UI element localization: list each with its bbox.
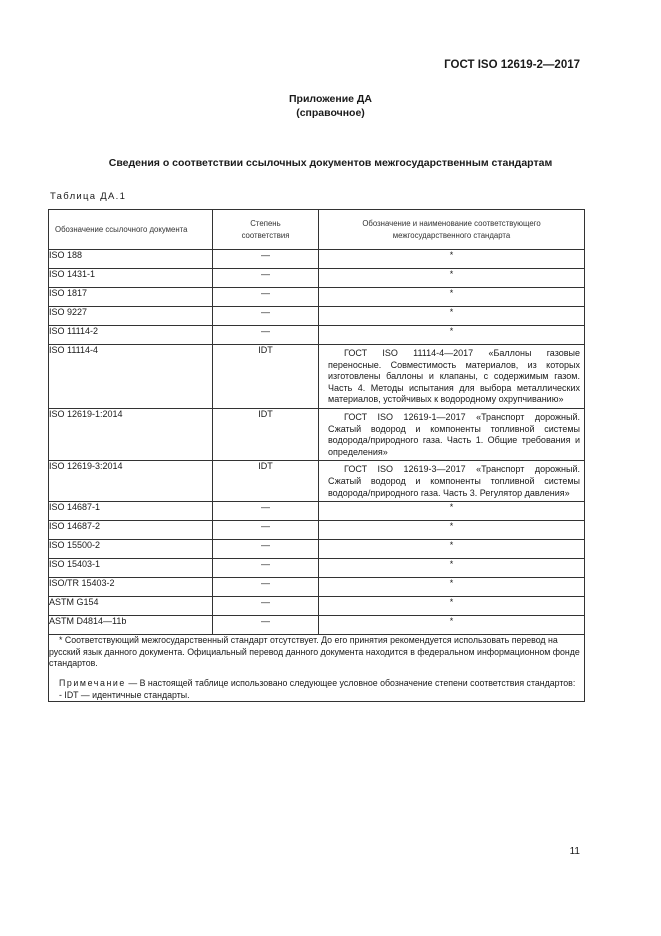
- row-standard: *: [319, 578, 585, 597]
- row-degree: —: [213, 616, 319, 635]
- header-standard-line2: межгосударственного стандарта: [392, 230, 511, 240]
- row-doc: ISO 12619-1:2014: [49, 408, 213, 460]
- row-doc: ISO/TR 15403-2: [49, 578, 213, 597]
- annex-subtitle: (справочное): [296, 107, 365, 119]
- table-footer-row: [49, 635, 585, 702]
- table-row: [49, 408, 585, 460]
- document-code: ГОСТ ISO 12619-2—2017: [444, 59, 580, 71]
- row-doc: ASTM D4814—11b: [49, 616, 213, 635]
- row-degree: —: [213, 521, 319, 540]
- row-doc: ASTM G154: [49, 597, 213, 616]
- row-standard: ГОСТ ISO 11114-4—2017 «Баллоны газовые переносные. Совместимость материалов, из которых изготовлены баллоны и клапаны, с содержимым газом. Часть 4. Методы испытания для выбора металлических материалов, устойчивых к водородному охрупчиванию»: [319, 345, 585, 409]
- table-row: [49, 540, 585, 559]
- row-degree: —: [213, 559, 319, 578]
- row-doc: ISO 1817: [49, 288, 213, 307]
- row-standard: *: [319, 521, 585, 540]
- row-degree: —: [213, 326, 319, 345]
- note-label: Примечание: [59, 677, 126, 688]
- table-label: Таблица ДА.1: [50, 191, 127, 202]
- table-row: [49, 461, 585, 502]
- annex-heading: [0, 92, 661, 120]
- table-row: [49, 578, 585, 597]
- table-row: [49, 616, 585, 635]
- row-degree: —: [213, 597, 319, 616]
- table-row: [49, 559, 585, 578]
- table-row: [49, 326, 585, 345]
- row-standard: *: [319, 502, 585, 521]
- table-row: [49, 250, 585, 269]
- table-row: [49, 597, 585, 616]
- table-row: [49, 307, 585, 326]
- header-reference-document: Обозначение ссылочного документа: [49, 210, 213, 250]
- correspondence-table: [48, 209, 585, 702]
- header-interstate-standard: [319, 210, 585, 250]
- row-doc: ISO 12619-3:2014: [49, 461, 213, 502]
- footnote: * Соответствующий межгосударственный стандарт отсутствует. До его принятия рекомендуется использовать перевод на русский язык данного документа. Официальный перевод данного документа находится в федеральном информационном фонде стандартов.: [49, 635, 580, 669]
- row-standard: *: [319, 269, 585, 288]
- row-doc: ISO 14687-1: [49, 502, 213, 521]
- section-title: Сведения о соответствии ссылочных документов межгосударственным стандартам: [108, 157, 553, 169]
- row-doc: ISO 11114-4: [49, 345, 213, 409]
- row-standard: *: [319, 326, 585, 345]
- row-standard: ГОСТ ISO 12619-3—2017 «Транспорт дорожный. Сжатый водород и компоненты топливной системы водорода/природного газа. Часть 3. Регулятор давления»: [319, 461, 585, 502]
- note: [49, 678, 584, 690]
- note-item: - IDT — идентичные стандарты.: [59, 689, 190, 700]
- table-row: [49, 502, 585, 521]
- annex-title: Приложение ДА: [289, 93, 372, 105]
- row-doc: ISO 14687-2: [49, 521, 213, 540]
- row-standard: *: [319, 559, 585, 578]
- row-standard: *: [319, 597, 585, 616]
- table-row: [49, 345, 585, 409]
- table-row: [49, 269, 585, 288]
- header-standard-line1: Обозначение и наименование соответствующего: [362, 218, 541, 228]
- table-header-row: [49, 210, 585, 250]
- row-doc: ISO 9227: [49, 307, 213, 326]
- row-degree: IDT: [213, 408, 319, 460]
- row-doc: ISO 1431-1: [49, 269, 213, 288]
- table-footer: [49, 635, 585, 702]
- row-degree: IDT: [213, 345, 319, 409]
- row-degree: —: [213, 578, 319, 597]
- page-number: 11: [569, 846, 580, 857]
- row-doc: ISO 15403-1: [49, 559, 213, 578]
- row-standard: *: [319, 616, 585, 635]
- row-doc: ISO 15500-2: [49, 540, 213, 559]
- header-degree: [213, 210, 319, 250]
- row-degree: —: [213, 269, 319, 288]
- row-standard: ГОСТ ISO 12619-1—2017 «Транспорт дорожный. Сжатый водород и компоненты топливной системы водорода/природного газа. Часть 1. Общие требования и определения»: [319, 408, 585, 460]
- row-standard: *: [319, 250, 585, 269]
- row-standard: *: [319, 288, 585, 307]
- row-doc: ISO 11114-2: [49, 326, 213, 345]
- row-degree: —: [213, 288, 319, 307]
- row-doc: ISO 188: [49, 250, 213, 269]
- table-row: [49, 288, 585, 307]
- row-degree: IDT: [213, 461, 319, 502]
- row-degree: —: [213, 540, 319, 559]
- table-row: [49, 521, 585, 540]
- note-text: — В настоящей таблице использовано следующее условное обозначение степени соответствия стандартов:: [125, 677, 576, 688]
- header-degree-line1: Степень: [250, 218, 281, 228]
- row-standard: *: [319, 540, 585, 559]
- row-degree: —: [213, 250, 319, 269]
- row-degree: —: [213, 502, 319, 521]
- header-degree-line2: соответствия: [241, 230, 290, 240]
- row-degree: —: [213, 307, 319, 326]
- row-standard: *: [319, 307, 585, 326]
